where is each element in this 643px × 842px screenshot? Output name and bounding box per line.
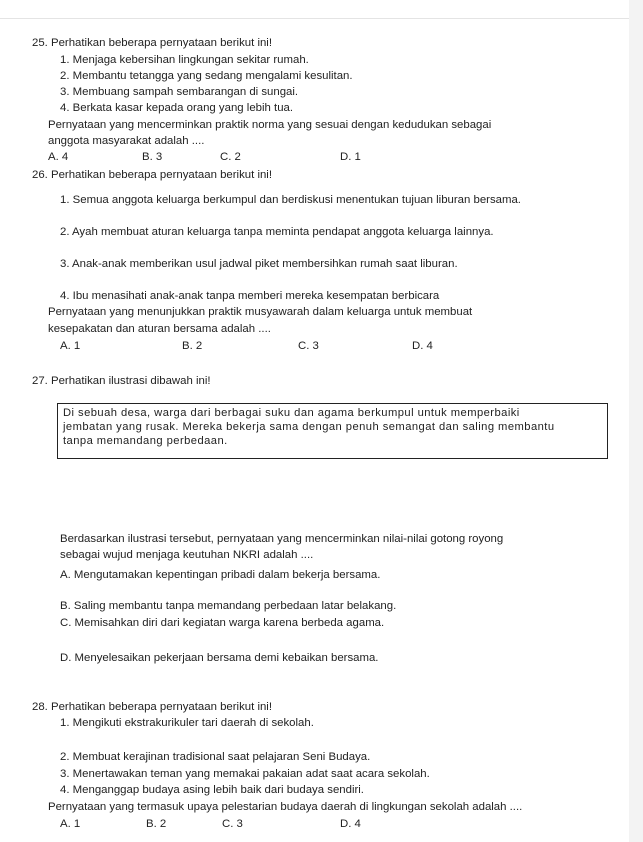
q27-box-line-2: jembatan yang rusak. Mereka bekerja sama dengan penuh semangat dan saling membantu [63, 421, 555, 433]
page-top-divider [0, 18, 643, 19]
q27-stem-line-1: Berdasarkan ilustrasi tersebut, pernyataan yang mencerminkan nilai-nilai gotong royong [60, 533, 504, 545]
q28-item-4: 4. Menganggap budaya asing lebih baik dari budaya sendiri. [60, 784, 364, 796]
q28-heading: 28. Perhatikan beberapa pernyataan berikut ini! [32, 701, 272, 713]
q25-heading: 25. Perhatikan beberapa pernyataan berikut ini! [32, 37, 272, 49]
q26-option-c: C. 3 [298, 340, 319, 352]
q28-item-3: 3. Menertawakan teman yang memakai pakaian adat saat acara sekolah. [60, 768, 430, 780]
q25-item-4: 4. Berkata kasar kepada orang yang lebih tua. [60, 102, 294, 114]
q28-option-b: B. 2 [146, 818, 167, 830]
q25-item-3: 3. Membuang sampah sembarangan di sungai. [60, 86, 299, 98]
q27-option-d: D. Menyelesaikan pekerjaan bersama demi kebaikan bersama. [60, 652, 379, 664]
q26-item-3: 3. Anak-anak memberikan usul jadwal piket membersihkan rumah saat liburan. [60, 258, 458, 270]
q26-option-a: A. 1 [60, 340, 81, 352]
q25-option-d: D. 1 [340, 151, 361, 163]
q27-heading: 27. Perhatikan ilustrasi dibawah ini! [32, 375, 211, 387]
q25-stem-line-1: Pernyataan yang mencerminkan praktik norma yang sesuai dengan kedudukan sebagai [48, 119, 492, 131]
q26-heading: 26. Perhatikan beberapa pernyataan berikut ini! [32, 169, 272, 181]
q28-option-a: A. 1 [60, 818, 81, 830]
q28-option-d: D. 4 [340, 818, 361, 830]
q26-item-4: 4. Ibu menasihati anak-anak tanpa memberi mereka kesempatan berbicara [60, 290, 440, 302]
q28-stem-line-1: Pernyataan yang termasuk upaya pelestarian budaya daerah di lingkungan sekolah adalah .... [48, 801, 523, 813]
q27-option-a: A. Mengutamakan kepentingan pribadi dalam bekerja bersama. [60, 569, 381, 581]
q27-illustration-box [57, 403, 608, 459]
page-right-edge [629, 0, 643, 842]
q25-option-c: C. 2 [220, 151, 241, 163]
q27-stem-line-2: sebagai wujud menjaga keutuhan NKRI adalah .... [60, 549, 314, 561]
q25-stem-line-2: anggota masyarakat adalah .... [48, 135, 205, 147]
q27-box-line-3: tanpa memandang perbedaan. [63, 435, 228, 447]
q26-option-b: B. 2 [182, 340, 203, 352]
q27-option-c: C. Memisahkan diri dari kegiatan warga karena berbeda agama. [60, 617, 385, 629]
q28-item-1: 1. Mengikuti ekstrakurikuler tari daerah di sekolah. [60, 717, 314, 729]
q27-option-b: B. Saling membantu tanpa memandang perbedaan latar belakang. [60, 600, 397, 612]
q25-item-2: 2. Membantu tetangga yang sedang mengalami kesulitan. [60, 70, 353, 82]
q26-stem-line-1: Pernyataan yang menunjukkan praktik musyawarah dalam keluarga untuk membuat [48, 306, 473, 318]
q26-item-1: 1. Semua anggota keluarga berkumpul dan berdiskusi menentukan tujuan liburan bersama. [60, 194, 521, 206]
q28-item-2: 2. Membuat kerajinan tradisional saat pelajaran Seni Budaya. [60, 751, 371, 763]
q25-option-b: B. 3 [142, 151, 163, 163]
q26-stem-line-2: kesepakatan dan aturan bersama adalah .... [48, 323, 271, 335]
q28-option-c: C. 3 [222, 818, 243, 830]
q25-item-1: 1. Menjaga kebersihan lingkungan sekitar rumah. [60, 54, 309, 66]
q26-option-d: D. 4 [412, 340, 433, 352]
q26-item-2: 2. Ayah membuat aturan keluarga tanpa meminta pendapat anggota keluarga lainnya. [60, 226, 494, 238]
q25-option-a: A. 4 [48, 151, 69, 163]
q27-box-line-1: Di sebuah desa, warga dari berbagai suku dan agama berkumpul untuk memperbaiki [63, 407, 520, 419]
